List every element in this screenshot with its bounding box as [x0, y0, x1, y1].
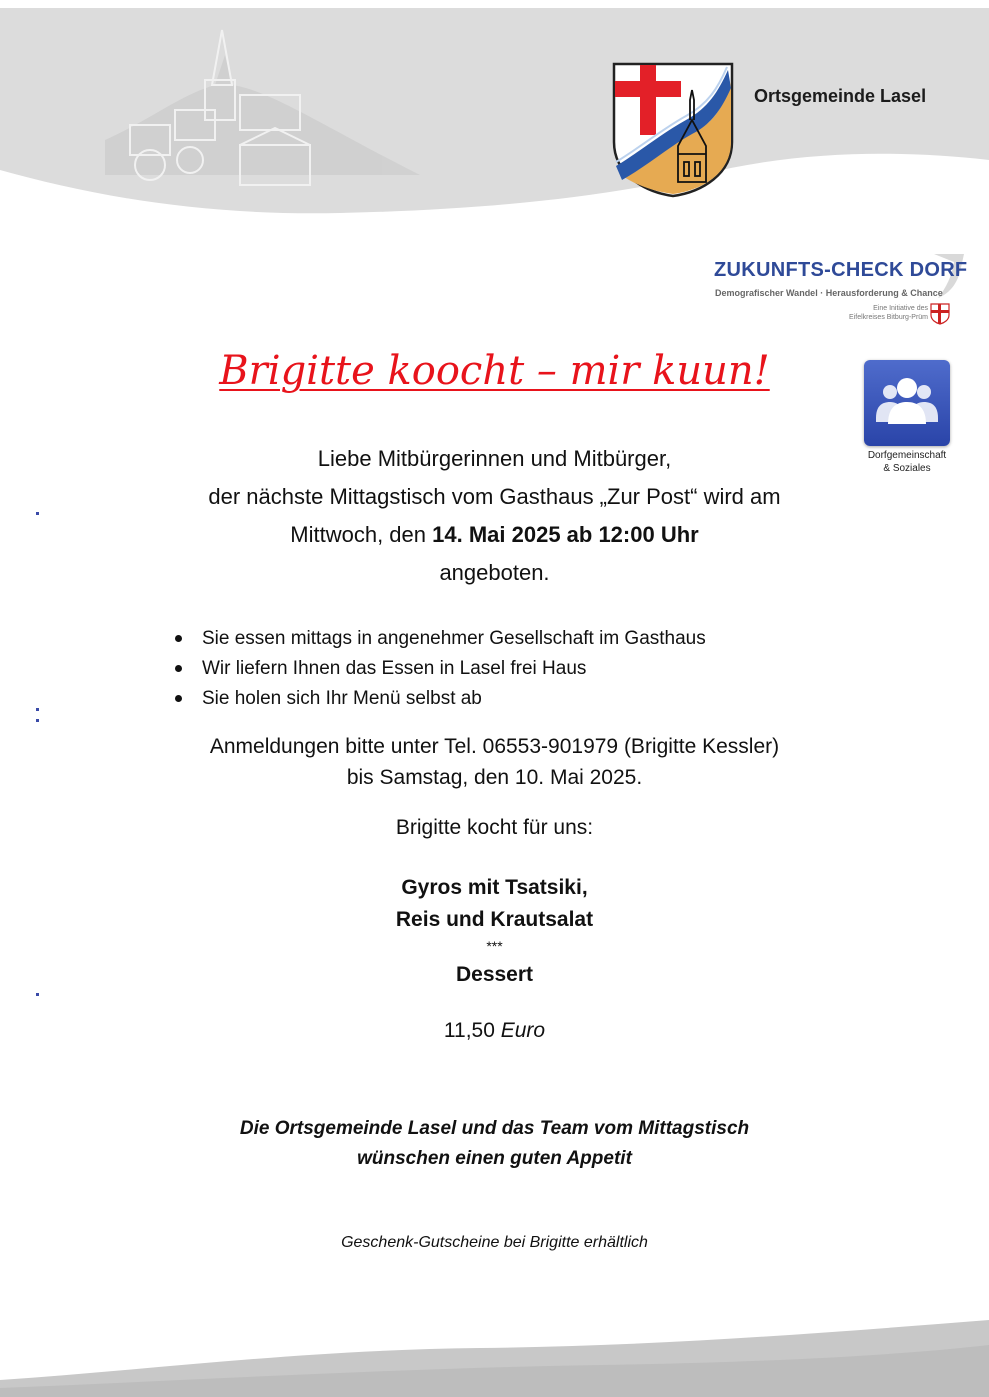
menu-separator: ***: [486, 938, 503, 954]
intro-line-4: angeboten.: [439, 560, 550, 585]
initiative-line-1: Eine Initiative des: [873, 305, 928, 312]
intro-text: [0, 440, 989, 592]
header-wave-background: [0, 0, 989, 230]
dish-line-2: Reis und Krautsalat: [395, 908, 594, 931]
eifelkreis-crest-icon: [930, 303, 950, 325]
intro-line-3: [0, 516, 989, 554]
voucher-note: Geschenk-Gutscheine bei Brigitte erhältlich: [341, 1234, 648, 1251]
intro-line-2: der nächste Mittagstisch vom Gasthaus „Zur Post“ wird am: [208, 484, 781, 509]
flyer-title: Brigitte koocht – mir kuun!: [219, 348, 770, 394]
price: [0, 1019, 989, 1043]
badge-label-line-1: Dorfgemeinschaft: [867, 450, 947, 461]
registration-deadline: bis Samstag, den 10. Mai 2025.: [346, 766, 643, 789]
dish-line-1: Gyros mit Tsatsiki,: [401, 876, 588, 899]
closing-message: [0, 1114, 989, 1174]
list-item: Wir liefern Ihnen das Essen in Lasel frei Haus: [172, 655, 706, 685]
coat-of-arms-logo: [612, 62, 734, 198]
municipality-name: Ortsgemeinde Lasel: [754, 86, 927, 106]
date-prefix: Mittwoch, den: [290, 522, 433, 547]
event-date-time: 14. Mai 2025 ab 12:00 Uhr: [432, 522, 699, 547]
zukunfts-check-subtitle: Demografischer Wandel · Herausforderung & Chance: [715, 288, 943, 298]
greeting: Liebe Mitbürgerinnen und Mitbürger,: [317, 446, 672, 471]
zukunfts-check-initiative: [818, 304, 928, 322]
margin-mark: [36, 719, 39, 722]
closing-line-2: wünschen einen guten Appetit: [357, 1148, 632, 1169]
badge-label-line-2: & Soziales: [883, 463, 931, 474]
margin-mark: [36, 993, 39, 996]
closing-line-1: Die Ortsgemeinde Lasel und das Team vom Mittagstisch: [239, 1118, 750, 1139]
options-list: [172, 625, 706, 715]
dessert-label: Dessert: [455, 963, 534, 986]
initiative-line-2: Eifelkreises Bitburg-Prüm: [849, 314, 928, 321]
list-item: Sie holen sich Ihr Menü selbst ab: [172, 685, 706, 715]
list-item: Sie essen mittags in angenehmer Gesellschaft im Gasthaus: [172, 625, 706, 655]
price-currency: Euro: [500, 1019, 546, 1042]
cooks-for-heading: Brigitte kocht für uns:: [395, 816, 594, 839]
registration-phone: Anmeldungen bitte unter Tel. 06553-901979 (Brigitte Kessler): [209, 735, 780, 758]
price-amount: 11,50: [443, 1019, 495, 1042]
zukunfts-check-title: ZUKUNFTS-CHECK DORF: [714, 259, 968, 281]
footer-wave-background: [0, 1310, 989, 1397]
margin-mark: [36, 708, 39, 711]
margin-mark: [36, 512, 39, 515]
registration-info: [0, 731, 989, 793]
